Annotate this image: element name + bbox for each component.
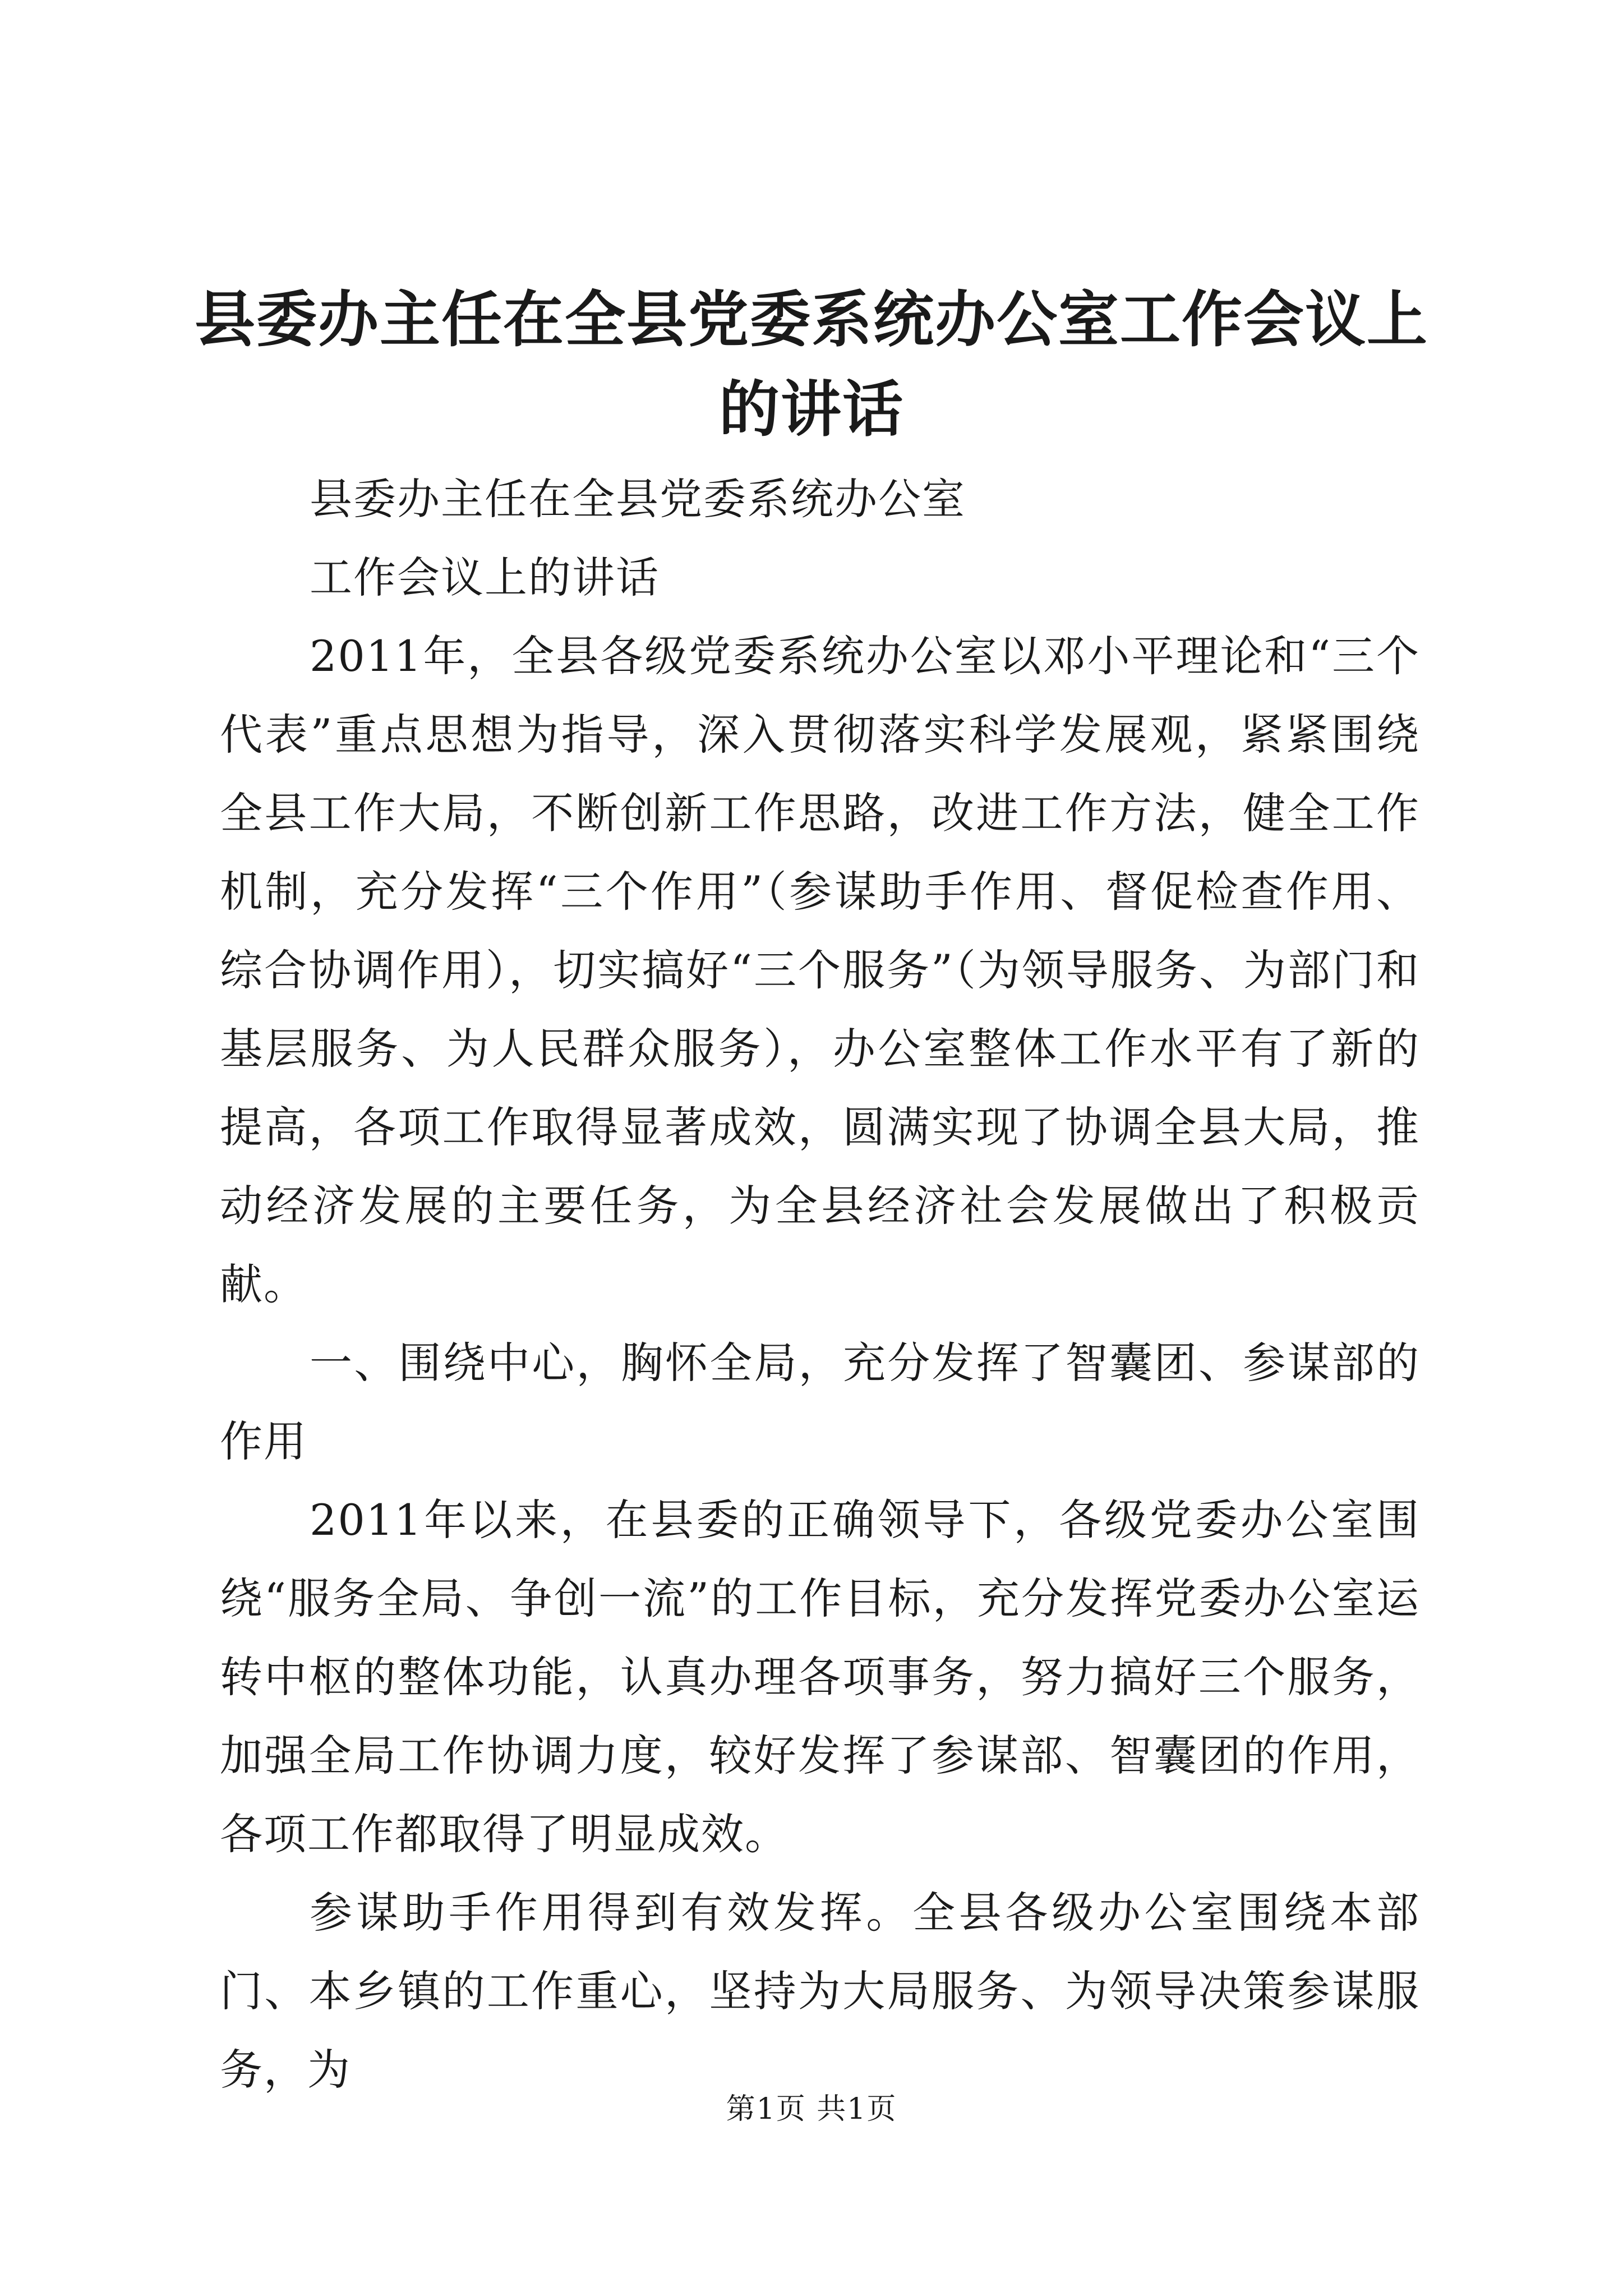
- paragraph-section-1: 2011年以来，在县委的正确领导下，各级党委办公室围绕“服务全局、争创一流”的工作目标，充分发挥党委办公室运转中枢的整体功能，认真办理各项事务，努力搞好三个服务，加强全局工作协调力度，较好发挥了参谋部、智囊团的作用，各项工作都取得了明显成效。: [220, 1495, 1420, 1859]
- paragraph-subtitle-line-1: 县委办主任在全县党委系统办公室: [310, 474, 966, 524]
- document-body: [220, 460, 1420, 2109]
- page-footer: 第1页 共1页: [726, 2092, 897, 2126]
- paragraph-subtitle-line-2: 工作会议上的讲话: [310, 553, 660, 602]
- document-title: 县委办主任在全县党委系统办公室工作会议上的讲话: [194, 284, 1428, 445]
- paragraph-intro: 2011年，全县各级党委系统办公室以邓小平理论和“三个代表”重点思想为指导，深入贯彻落实科学发展观，紧紧围绕全县工作大局，不断创新工作思路，改进工作方法，健全工作机制，充分发挥“三个作用”（参谋助手作用、督促检查作用、综合协调作用），切实搞好“三个服务”（为领导服务、为部门和基层服务、为人民群众服务），办公室整体工作水平有了新的提高，各项工作取得显著成效，圆满实现了协调全县大局，推动经济发展的主要任务，为全县经济社会发展做出了积极贡献。: [220, 631, 1420, 1309]
- section-heading-1: 一、围绕中心，胸怀全局，充分发挥了智囊团、参谋部的作用: [220, 1338, 1420, 1466]
- paragraph-advisory-role: 参谋助手作用得到有效发挥。全县各级办公室围绕本部门、本乡镇的工作重心，坚持为大局服务、为领导决策参谋服务，为: [220, 1888, 1420, 2095]
